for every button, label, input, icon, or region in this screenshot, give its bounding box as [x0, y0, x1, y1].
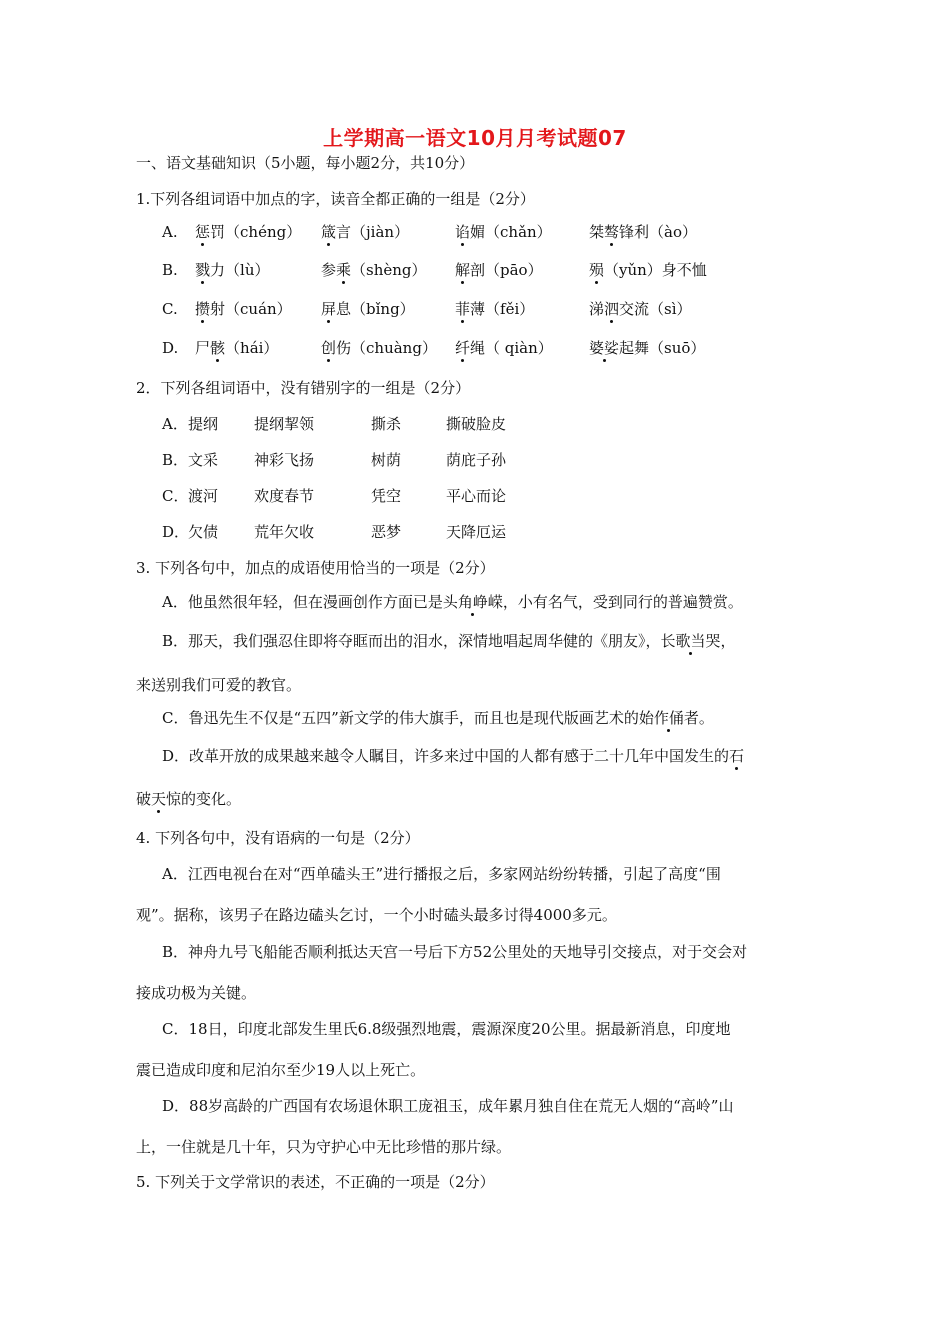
question-4-option-b-line-1: B．神舟九号飞船能否顺利抵达天宫一号后下方52公里处的天地导引交接点，对于交会对 — [162, 943, 748, 961]
option-label: D. — [162, 339, 179, 357]
question-4-option-b-line-2: 接成功极为关键。 — [136, 984, 257, 1002]
option-item: 恶梦 — [371, 523, 402, 541]
question-3-option-b-line-2: 来送别我们可爱的教官。 — [136, 676, 302, 694]
question-3-option-d-line-2: 破天惊的变化。 — [136, 790, 242, 808]
option-item: 攒射（cuán） — [195, 300, 292, 318]
option-item: 渡河 — [188, 487, 219, 505]
option-label: C． — [162, 487, 189, 505]
option-item: 天降厄运 — [446, 523, 507, 541]
option-item: 屏息（bǐng） — [321, 300, 415, 318]
option-item: 提纲挈领 — [254, 415, 315, 433]
option-item: 解剖（pāo） — [455, 261, 543, 279]
option-item: 参乘（shèng） — [321, 261, 427, 279]
question-1-stem: 1.下列各组词语中加点的字，读音全都正确的一组是（2分） — [136, 190, 535, 208]
option-label: A. — [162, 223, 178, 241]
option-item: 箴言（jiàn） — [321, 223, 410, 241]
option-label: B. — [162, 261, 178, 279]
option-item: 神彩飞扬 — [254, 451, 315, 469]
option-item: 荒年欠收 — [254, 523, 315, 541]
option-item: 桀骜锋利（ào） — [589, 223, 698, 241]
option-item: 平心而论 — [446, 487, 507, 505]
option-item: 欢度春节 — [254, 487, 315, 505]
option-item: 文采 — [188, 451, 219, 469]
option-label: C. — [162, 300, 178, 318]
option-item: 戮力（lù） — [195, 261, 270, 279]
option-item: 纤绳（ qiàn） — [455, 339, 553, 357]
option-item: 撕杀 — [371, 415, 402, 433]
option-label: B． — [162, 451, 189, 469]
option-item: 凭空 — [371, 487, 402, 505]
option-item: 提纲 — [188, 415, 219, 433]
question-4-option-d-line-1: D．88岁高龄的广西国有农场退休职工庞祖玉，成年累月独自住在荒无人烟的“高岭”山 — [162, 1097, 734, 1115]
question-4-option-c-line-2: 震已造成印度和尼泊尔至少19人以上死亡。 — [136, 1061, 426, 1079]
option-item: 菲薄（fěi） — [455, 300, 535, 318]
option-item: 惩罚（chéng） — [195, 223, 302, 241]
option-item: 欠债 — [188, 523, 219, 541]
question-3-option-c: C．鲁迅先生不仅是“五四”新文学的伟大旗手，而且也是现代版画艺术的始作俑者。 — [162, 709, 714, 727]
option-item: 谄媚（chǎn） — [455, 223, 552, 241]
question-5-stem: 5. 下列关于文学常识的表述，不正确的一项是（2分） — [136, 1173, 495, 1191]
question-3-option-d-line-1: D．改革开放的成果越来越令人瞩目，许多来过中国的人都有感于二十几年中国发生的石 — [162, 747, 745, 765]
question-4-stem: 4. 下列各句中，没有语病的一句是（2分） — [136, 829, 420, 847]
option-item: 创伤（chuàng） — [321, 339, 437, 357]
option-item: 树荫 — [371, 451, 402, 469]
question-4-option-d-line-2: 上，一住就是几十年，只为守护心中无比珍惜的那片绿。 — [136, 1138, 512, 1156]
question-3-option-a: A．他虽然很年轻，但在漫画创作方面已是头角峥嵘，小有名气，受到同行的普遍赞赏。 — [162, 593, 743, 611]
option-item: 殒（yǔn）身不恤 — [589, 261, 707, 279]
option-item: 尸骸（hái） — [195, 339, 279, 357]
question-4-option-c-line-1: C．18日，印度北部发生里氏6.8级强烈地震，震源深度20公里。据最新消息，印度地 — [162, 1020, 731, 1038]
option-label: D． — [162, 523, 190, 541]
question-2-stem: 2．下列各组词语中，没有错别字的一组是（2分） — [136, 379, 471, 397]
option-item: 撕破脸皮 — [446, 415, 507, 433]
option-item: 婆娑起舞（suō） — [589, 339, 706, 357]
page-title: 上学期高一语文10月月考试题07 — [323, 126, 627, 150]
question-4-option-a-line-1: A．江西电视台在对“西单磕头王”进行播报之后，多家网站纷纷转播，引起了高度“围 — [162, 865, 721, 883]
option-item: 涕泗交流（sì） — [589, 300, 692, 318]
option-label: A． — [162, 415, 188, 433]
question-3-stem: 3. 下列各句中，加点的成语使用恰当的一项是（2分） — [136, 559, 495, 577]
question-4-option-a-line-2: 观”。据称，该男子在路边磕头乞讨，一个小时磕头最多讨得4000多元。 — [136, 906, 617, 924]
section-heading: 一、语文基础知识（5小题，每小题2分，共10分） — [136, 154, 475, 172]
question-3-option-b-line-1: B．那天，我们强忍住即将夺眶而出的泪水，深情地唱起周华健的《朋友》，长歌当哭， — [162, 632, 736, 650]
option-item: 荫庇子孙 — [446, 451, 507, 469]
